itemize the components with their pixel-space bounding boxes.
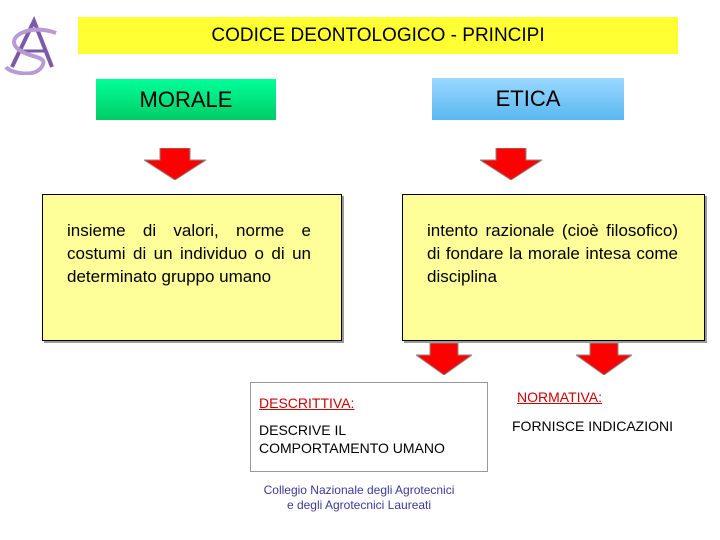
- down-arrow-icon: [576, 343, 632, 375]
- college-logo-icon: [0, 15, 66, 75]
- normativa-heading: NORMATIVA:: [517, 389, 603, 405]
- footer-line-2: e degli Agrotecnici Laureati: [286, 498, 432, 512]
- etica-label: ETICA: [432, 78, 624, 120]
- descrittiva-heading: DESCRITTIVA:: [259, 395, 355, 411]
- down-arrow-icon: [480, 148, 542, 180]
- morale-label: MORALE: [96, 79, 276, 120]
- footer-line-1: Collegio Nazionale degli Agrotecnici: [263, 483, 455, 497]
- down-arrow-icon: [416, 343, 472, 375]
- down-arrow-icon: [144, 148, 206, 180]
- morale-description: insieme di valori, norme e costumi di un individuo o di un determinato gruppo umano: [42, 194, 342, 341]
- normativa-text: FORNISCE INDICAZIONI: [512, 418, 674, 434]
- descrittiva-text: DESCRIVE IL COMPORTAMENTO UMANO: [259, 422, 445, 456]
- etica-description: intento razionale (cioè filosofico) di fondare la morale intesa come disciplina: [402, 194, 705, 341]
- footer-credit: [253, 483, 465, 513]
- page-title: CODICE DEONTOLOGICO - PRINCIPI: [78, 17, 678, 54]
- descrittiva-box: [250, 382, 488, 472]
